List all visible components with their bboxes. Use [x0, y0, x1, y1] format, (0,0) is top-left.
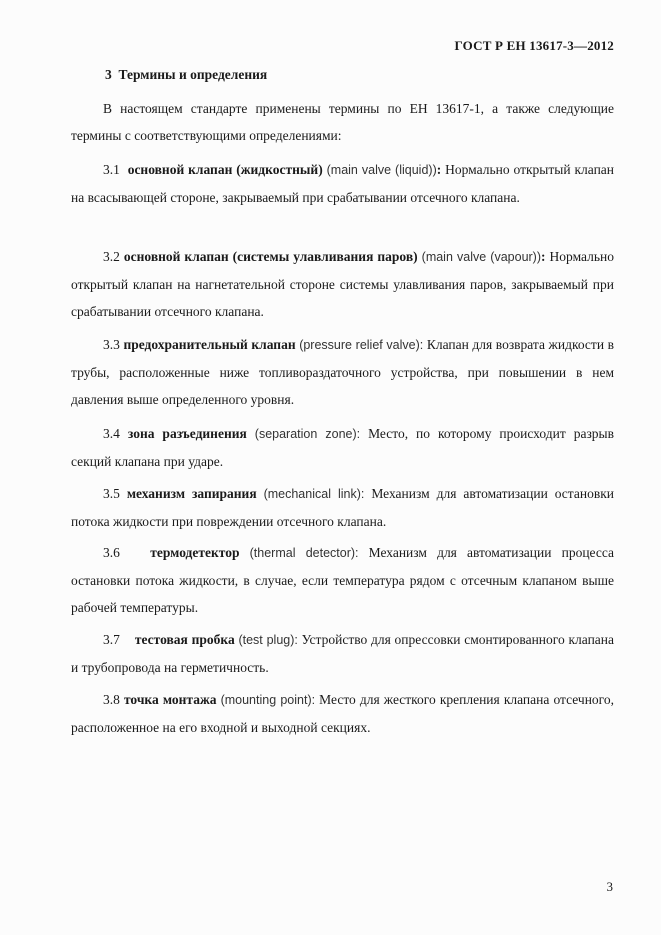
term-name: предохранительный клапан	[123, 337, 296, 352]
term-paragraph	[71, 539, 614, 621]
term-number: 3.2	[103, 249, 120, 264]
term-name: точка монтажа	[123, 692, 217, 707]
section-heading	[105, 67, 267, 83]
term-english: (main valve (liquid))	[326, 163, 437, 177]
term-definition: Место для жесткого крепления клапана отсечного, расположенное на его входной и выходной секциях.	[71, 692, 614, 735]
term-definition: Механизм для автоматизации остановки потока жидкости при повреждении отсечного клапана.	[71, 486, 614, 529]
term-number: 3.8	[103, 692, 120, 707]
term-english: (test plug):	[238, 633, 298, 647]
term-english: (thermal detector):	[249, 546, 359, 560]
term-number: 3.5	[103, 486, 120, 501]
term-english: (pressure relief valve):	[299, 338, 424, 352]
term-paragraph	[71, 686, 614, 741]
term-name: основной клапан (жидкостный)	[127, 162, 323, 177]
term-number: 3.4	[103, 426, 120, 441]
term-definition: Место, по которому происходит разрыв секций клапана при ударе.	[71, 426, 614, 469]
term-definition: Механизм для автоматизации процесса остановки потока жидкости, в случае, если температура рядом с отсечным клапаном выше рабочей температуры.	[71, 545, 615, 615]
term-english: (separation zone):	[254, 427, 361, 441]
term-english: (mounting point):	[220, 693, 316, 707]
term-paragraph	[71, 331, 614, 413]
term-definition: Нормально открытый клапан на всасывающей стороне, закрываемый при срабатывании отсечного клапана.	[71, 162, 615, 205]
term-name: основной клапан (системы улавливания паров)	[123, 249, 418, 264]
term-definition: Устройство для опрессовки смонтированного клапана и трубопровода на герметичность.	[71, 632, 615, 675]
term-separator: :	[541, 249, 546, 264]
term-number: 3.1	[103, 162, 120, 177]
standard-code-header: ГОСТ Р ЕН 13617-3—2012	[454, 38, 614, 53]
term-definition: Нормально открытый клапан на нагнетательной стороне системы улавливания паров, закрываемый при срабатывании отсечного клапана.	[71, 249, 614, 319]
intro-paragraph: В настоящем стандарте применены термины по ЕН 13617-1, а также следующие термины с соответствующими определениями:	[71, 101, 614, 143]
term-number: 3.7	[103, 632, 120, 647]
term-name: тестовая пробка	[134, 632, 235, 647]
term-definition: Клапан для возврата жидкости в трубы, расположенные ниже топливораздаточного устройства, при повышении в нем давления выше определенного уровня.	[71, 337, 615, 407]
term-name: механизм запирания	[126, 486, 257, 501]
term-english: (main valve (vapour))	[421, 250, 542, 264]
term-number: 3.6	[103, 545, 120, 560]
term-english: (mechanical link):	[263, 487, 365, 501]
term-paragraph	[71, 156, 614, 211]
term-paragraph	[71, 243, 614, 325]
term-separator: :	[436, 162, 442, 177]
term-paragraph	[71, 480, 614, 535]
term-paragraph	[71, 626, 614, 681]
section-number: 3	[105, 67, 112, 82]
section-title: Термины и определения	[118, 67, 268, 82]
term-name: термодетектор	[150, 545, 240, 560]
term-name: зона разъединения	[127, 426, 247, 441]
term-paragraph	[71, 420, 614, 475]
term-number: 3.3	[103, 337, 120, 352]
page-number: 3	[606, 879, 613, 894]
